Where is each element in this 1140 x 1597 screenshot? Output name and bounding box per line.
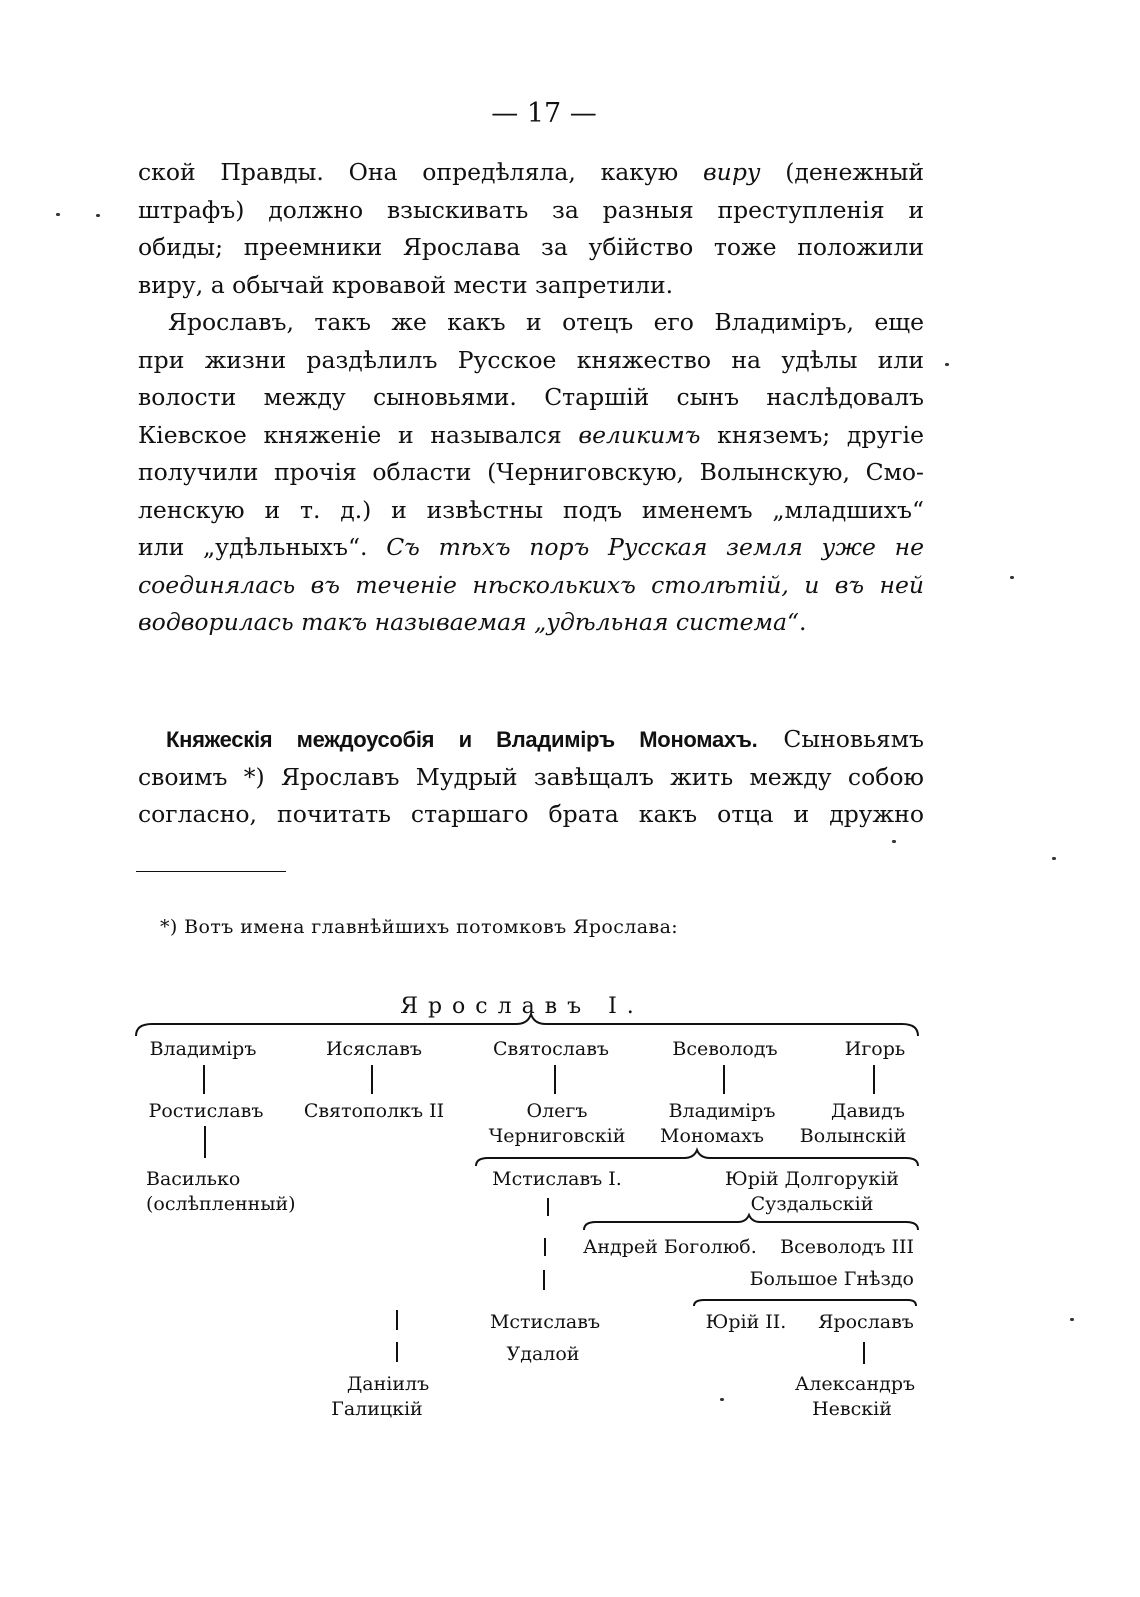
tree-svyatopolk: Святополкъ II [303,1100,445,1122]
scan-speck [1052,857,1056,860]
tree-vsevolod-3: Всеволодъ III [780,1236,914,1258]
paragraph-1 [138,154,924,304]
scan-speck [720,1398,724,1401]
tree-son-svyatoslav: Святославъ [493,1038,609,1060]
paragraph-2-line-4 [138,417,924,455]
paragraph-1-line-3: обиды; преемники Ярослава за убійство тоже положили [138,233,924,261]
paragraph-3-line-1 [138,721,924,759]
text-run: или „удѣльныхъ“. [138,533,387,561]
text-run: ской Правды. Она опредѣляла, какую [138,158,703,186]
scan-speck [892,840,896,843]
paragraph-2-line-3: волости между сыновьями. Старшій сынъ наслѣдовалъ [138,383,924,411]
tree-yaroslav-2: Ярославъ [818,1311,914,1333]
tree-rostislav: Ростиславъ [148,1100,264,1122]
tree-son-vladimir: Владиміръ [149,1038,257,1060]
tree-daniil-title: Галицкій [331,1398,423,1420]
paragraph-2-line-5: получили прочія области (Черниговскую, Волынскую, Смо- [138,458,924,486]
tree-son-igor: Игорь [844,1038,906,1060]
footnote-rule [136,871,286,872]
scan-speck [1070,1318,1074,1321]
text-run: (денежный [760,158,925,186]
tree-oleg-title: Черниговскій [488,1125,626,1147]
tree-mstislav-1: Мстиславъ I. [492,1168,622,1190]
tree-vasilko-note: (ослѣпленный) [146,1193,296,1215]
tree-daniil-name: Даніилъ [346,1373,430,1395]
tree-oleg-name: Олегъ [526,1100,588,1122]
text-run: Кіевское княженіе и назывался [138,420,579,449]
tree-alexander-name: Александръ [794,1373,916,1395]
tree-big-nest: Большое Гнѣздо [749,1268,914,1290]
page-number: — 17 — [491,98,597,129]
paragraph-2-line-7 [138,529,924,567]
tree-yuri-title: Суздальскій [750,1193,874,1215]
italic-sentence: Съ тѣхъ поръ Русская земля уже не [386,533,924,561]
paragraph-2-line-2: при жизни раздѣлилъ Русское княжество на удѣлы или [138,345,924,374]
text-run: княземъ; другіе [700,420,924,449]
scan-speck [56,213,60,216]
paragraph-3-line-3: согласно, почитать старшаго брата какъ отца и дружно [138,800,924,828]
paragraph-3 [138,721,924,834]
brace-root [136,1014,918,1036]
italic-sentence: соединялась въ теченіе нѣсколькихъ столѣтій, и въ ней [138,570,924,599]
scan-speck [945,363,949,366]
tree-vasilko-name: Василько [146,1168,241,1190]
tree-son-izyaslav: Исяславъ [325,1038,423,1060]
tree-root-yaroslav-1: Ярославъ I. [400,994,644,1019]
italic-sentence: водворилась такъ называемая „удѣльная система“ [138,608,800,636]
tree-monomakh-name: Владиміръ [668,1100,776,1122]
tree-mstislav-udaloy-name: Мстиславъ [489,1311,601,1333]
paragraph-2-line-8 [138,567,924,605]
italic-term: великимъ [578,420,701,449]
paragraph-3-line-2: своимъ *) Ярославъ Мудрый завѣщалъ жить между собою [138,762,924,791]
section-heading: Княжескія междоусобія и Владиміръ Мономахъ. [166,727,758,752]
tree-yuri-dolgoruky: Юрій Долгорукій [725,1168,899,1190]
tree-monomakh-title: Мономахъ [660,1125,764,1147]
paragraph-1-line-1 [138,154,924,192]
brace-monomakh [476,1150,918,1166]
tree-son-vsevolod: Всеволодъ [672,1038,778,1060]
italic-term: виру [703,158,761,186]
paragraph-1-line-4: виру, а обычай кровавой мести запретили. [138,270,674,299]
paragraph-2 [138,304,924,642]
tree-david-name: Давидъ [831,1100,905,1122]
tree-mstislav-udaloy-title: Удалой [506,1343,580,1365]
brace-yuri [584,1215,918,1230]
scan-speck [1010,576,1014,579]
tree-david-title: Волынскій [799,1125,907,1147]
tree-alexander-title: Невскій [812,1398,892,1420]
footnote: *) Вотъ имена главнѣйшихъ потомковъ Ярослава: [160,916,679,938]
paragraph-2-line-1: Ярославъ, такъ же какъ и отецъ его Владиміръ, еще [168,308,924,336]
paragraph-2-line-9 [138,604,924,642]
text-run: Сыновьямъ [757,725,924,753]
paragraph-2-line-6: ленскую и т. д.) и извѣстны подъ именемъ „младшихъ“ [138,495,924,524]
brace-vsevolod-3 [694,1300,916,1306]
paragraph-1-line-2: штрафъ) должно взыскивать за разныя преступленія и [138,195,924,224]
tree-andrey-bogolyubsky: Андрей Боголюб. [583,1236,757,1258]
tree-yuri-2: Юрій II. [705,1311,787,1333]
scan-speck [96,214,100,217]
text-run: . [799,608,807,636]
